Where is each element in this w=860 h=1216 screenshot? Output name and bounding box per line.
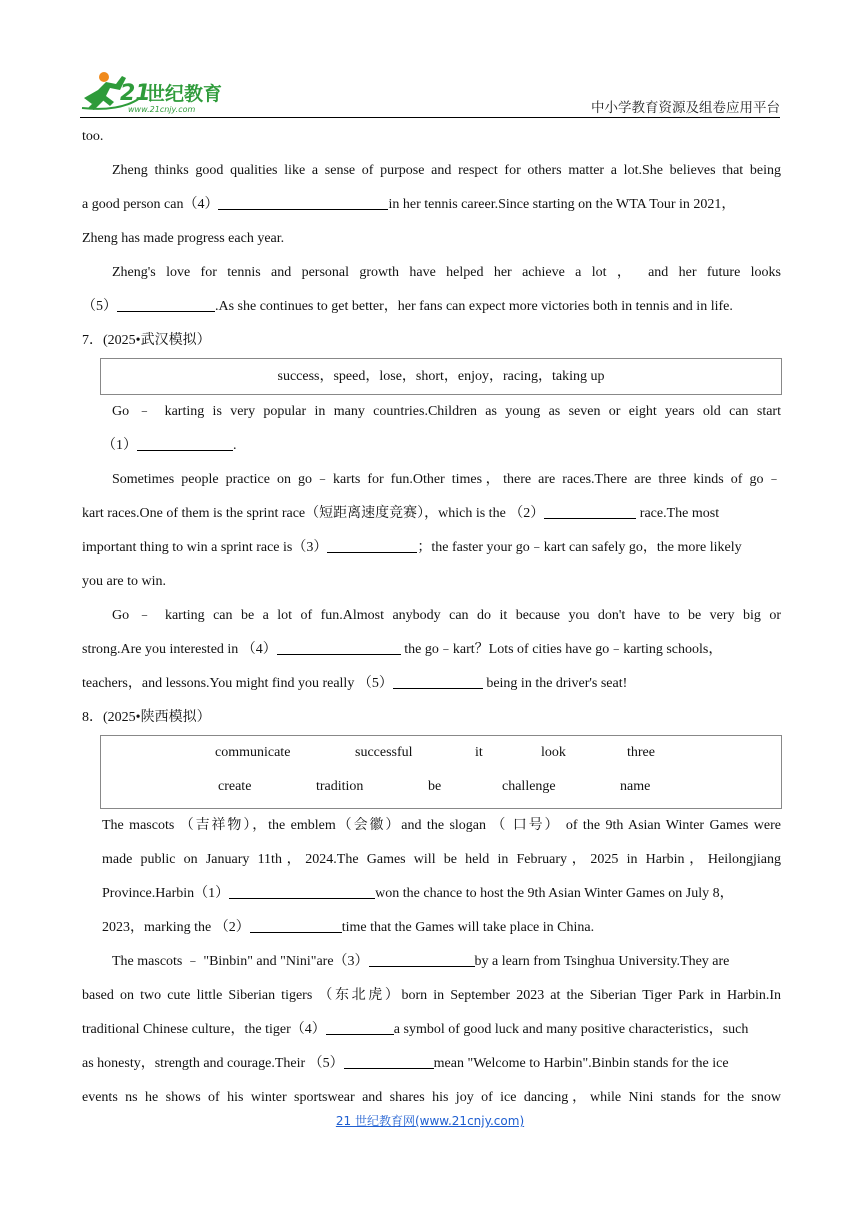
platform-name: 中小学教育资源及组卷应用平台: [591, 100, 780, 116]
text-line: kart races.One of them is the sprint race（短距离速度竞赛），which is the （2） race.The most: [82, 506, 720, 521]
word-item: it: [475, 745, 483, 760]
page-header: [80, 66, 780, 120]
q8-blank-5[interactable]: [344, 1054, 434, 1069]
document-body: [82, 120, 781, 1115]
word-item: challenge: [502, 779, 556, 794]
text-line: Province.Harbin（1） won the chance to host the 9th Asian Winter Games on July 8，: [102, 886, 734, 901]
q8-blank-3[interactable]: [369, 952, 475, 967]
word-bank-row: [101, 770, 781, 804]
text-line: Zheng has made progress each year.: [82, 231, 285, 246]
q8-blank-1[interactable]: [229, 884, 375, 899]
page-footer: [0, 1112, 860, 1129]
question-7-heading: 7．(2025•武汉模拟）: [82, 333, 211, 348]
word-item: create: [218, 779, 252, 794]
word-item: communicate: [215, 745, 291, 760]
text-line: Sometimes people practice on go﹣karts for fun.Other times，there are races.There are three kinds of go﹣: [112, 472, 781, 487]
text-line: a good person can（4） in her tennis career.Since starting on the WTA Tour in 2021，: [82, 197, 736, 212]
word-item: be: [428, 779, 442, 794]
text-line: （1） .: [102, 438, 237, 453]
text-line: too.: [82, 129, 104, 144]
q7-blank-1[interactable]: [137, 436, 233, 451]
word-item: three: [627, 745, 655, 760]
answer-blank-5[interactable]: [117, 297, 215, 312]
text-line: Zheng's love for tennis and personal growth have helped her achieve a lot ， and her future looks: [112, 265, 781, 280]
footer-link[interactable]: 21 世纪教育网(www.21cnjy.com): [335, 1114, 525, 1128]
text-line: traditional Chinese culture，the tiger（4） a symbol of good luck and many positive characteristics，such: [82, 1022, 749, 1037]
q8-word-bank: [100, 735, 782, 809]
word-item: tradition: [316, 779, 364, 794]
q7-blank-2[interactable]: [544, 504, 636, 519]
q8-blank-4[interactable]: [326, 1020, 394, 1035]
word-item: look: [541, 745, 566, 760]
q8-blank-2[interactable]: [250, 918, 342, 933]
answer-blank-4[interactable]: [218, 195, 388, 210]
logo: [80, 68, 250, 114]
text-line: teachers，and lessons.You might find you really （5） being in the driver's seat!: [82, 676, 628, 691]
header-divider: [80, 117, 780, 118]
question-8-heading: 8．(2025•陕西模拟）: [82, 710, 211, 725]
text-line: events ns he shows of his winter sportswear and shares his joy of ice dancing，while Nini stands for the snow: [82, 1090, 781, 1105]
runner-logo-icon: [80, 68, 250, 114]
text-line: Go ﹣ karting is very popular in many countries.Children as young as seven or eight years old can start: [112, 404, 781, 419]
word-item: name: [620, 779, 651, 794]
text-line: strong.Are you interested in （4） the go﹣kart？Lots of cities have go﹣karting schools，: [82, 642, 723, 657]
svg-text:世纪教育: 世纪教育: [146, 83, 223, 105]
text-line: The mascots ﹣ "Binbin" and "Nini"are（3） by a learn from Tsinghua University.They are: [112, 954, 730, 969]
logo-wordmark: 21: [120, 81, 151, 106]
text-line: 2023，marking the （2） time that the Games will take place in China.: [102, 920, 595, 935]
text-line: （5） .As she continues to get better，her fans can expect more victories both in tennis and in life.: [82, 299, 733, 314]
q7-word-bank: success，speed，lose，short，enjoy，racing，taking up: [100, 358, 782, 395]
text-line: Zheng thinks good qualities like a sense of purpose and respect for others matter a lot.She believes that being: [112, 163, 781, 178]
text-line: important thing to win a sprint race is（3） ；the faster your go﹣kart can safely go，the more likely: [82, 540, 742, 555]
word-item: successful: [355, 745, 413, 760]
text-line: Go ﹣ karting can be a lot of fun.Almost anybody can do it because you don't have to be very big or: [112, 608, 781, 623]
text-line: you are to win.: [82, 574, 166, 589]
q7-blank-5[interactable]: [393, 674, 483, 689]
text-line: The mascots （吉祥物），the emblem（会徽）and the slogan （ 口号） of the 9th Asian Winter Games were: [102, 818, 781, 833]
q7-blank-3[interactable]: [327, 538, 417, 553]
text-line: made public on January 11th，2024.The Games will be held in February，2025 in Harbin，Heilongjiang: [102, 852, 781, 867]
word-bank-row: [101, 736, 781, 770]
q7-blank-4[interactable]: [277, 640, 401, 655]
svg-text:www.21cnjy.com: www.21cnjy.com: [128, 105, 196, 114]
text-line: as honesty，strength and courage.Their （5） mean "Welcome to Harbin".Binbin stands for the ice: [82, 1056, 729, 1071]
text-line: based on two cute little Siberian tigers （东北虎）born in September 2023 at the Siberian Tiger Park in Harbin.In: [82, 988, 781, 1003]
